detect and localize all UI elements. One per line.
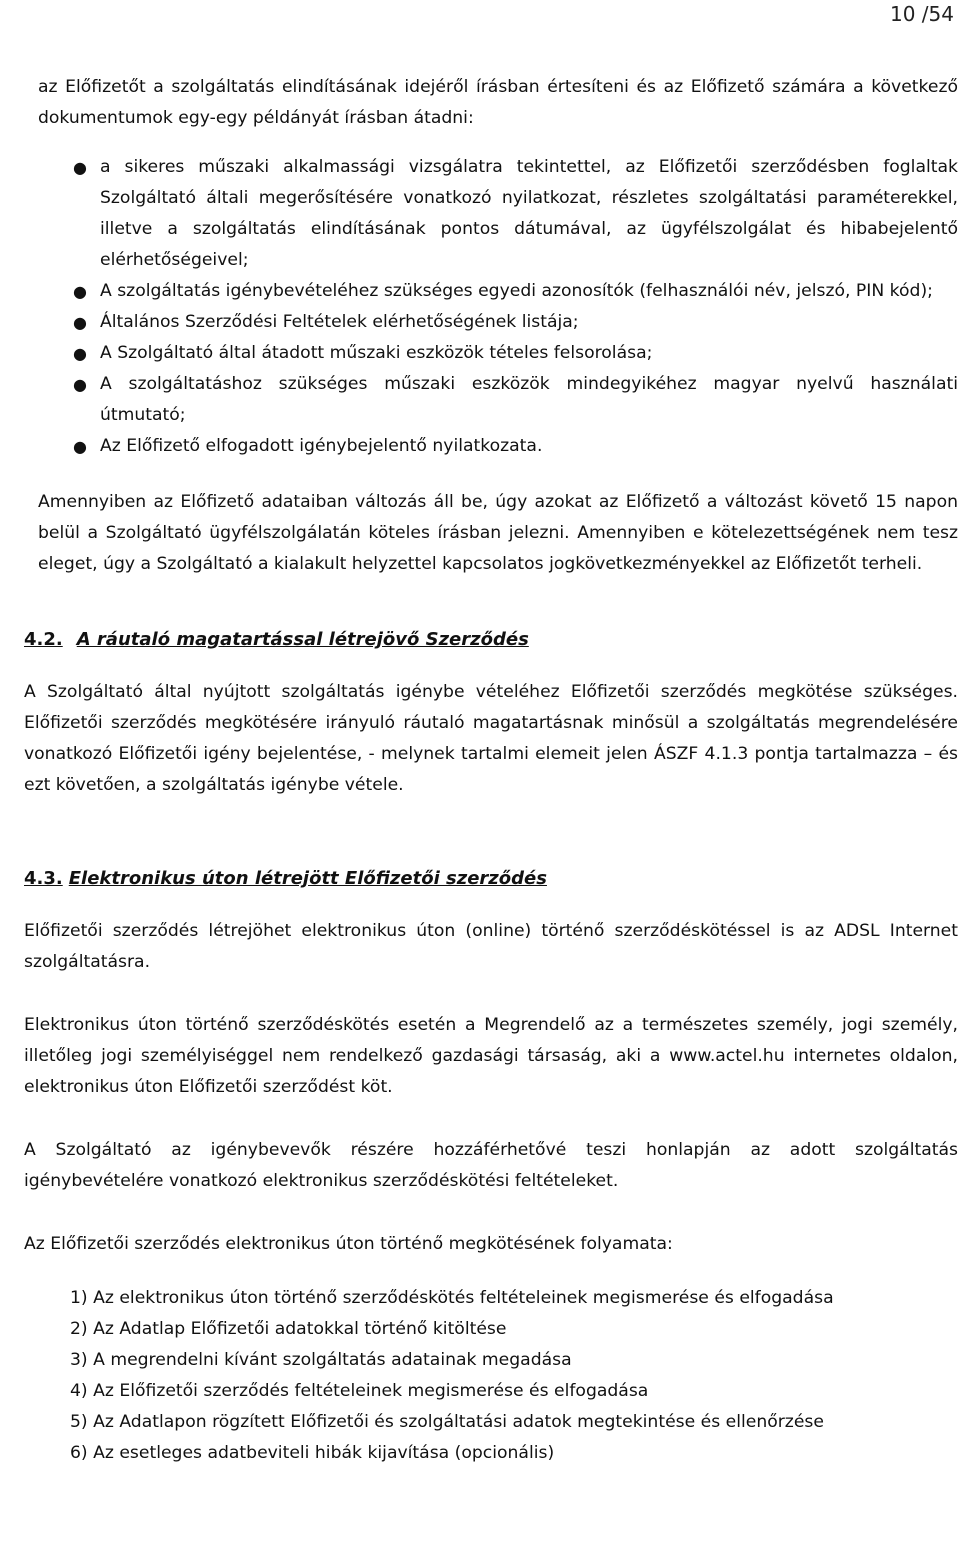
- list-item: ● a sikeres műszaki alkalmassági vizsgálatra tekintettel, az Előfizetői szerződésben foglaltak Szolgáltató általi megerősítésére vonatkozó nyilatkozat, részletes szolgáltatási paraméterekkel, illetve a szolgáltatás elindításának pontos dátumával, az ügyfélszolgálat és hibabejelentő elérhetőségeivel;: [100, 152, 958, 276]
- list-item: ● A szolgáltatáshoz szükséges műszaki eszközök mindegyikéhez magyar nyelvű használati útmutató;: [100, 369, 958, 431]
- page-number: 10 /54: [890, 2, 954, 26]
- list-item: 4) Az Előfizetői szerződés feltételeinek megismerése és elfogadása: [70, 1381, 649, 1401]
- section-4-2-paragraph: A Szolgáltató által nyújtott szolgáltatás igénybe vételéhez Előfizetői szerződés megkötése szükséges. Előfizetői szerződés megkötésére irányuló ráutaló magatartásnak minősül a szolgáltatás megrendelésére vonatkozó Előfizetői igény bejelentése, - melynek tartalmi elemeit jelen ÁSZF 4.1.3 pontja tartalmazza – és ezt követően, a szolgáltatás igénybe vétele.: [24, 682, 958, 795]
- list-item: 1) Az elektronikus úton történő szerződéskötés feltételeinek megismerése és elfogadása: [70, 1288, 834, 1308]
- section-number: 4.3.: [24, 868, 63, 889]
- bullet-icon: ●: [73, 158, 87, 177]
- section-title: Elektronikus úton létrejött Előfizetői szerződés: [68, 868, 547, 889]
- section-4-3-paragraph-3: A Szolgáltató az igénybevevők részére hozzáférhetővé teszi honlapján az adott szolgáltatás igénybevételére vonatkozó elektronikus szerződéskötési feltételeket.: [24, 1140, 958, 1191]
- list-item: 5) Az Adatlapon rögzített Előfizetői és szolgáltatási adatok megtekintése és ellenőrzése: [70, 1412, 824, 1432]
- intro-paragraph: az Előfizetőt a szolgáltatás elindításának idejéről írásban értesíteni és az Előfizető számára a következő dokumentumok egy-egy példányát írásban átadni:: [38, 77, 958, 128]
- list-item: ● A szolgáltatás igénybevételéhez szükséges egyedi azonosítók (felhasználói név, jelszó, PIN kód);: [100, 276, 958, 307]
- bullet-icon: ●: [73, 282, 87, 301]
- bullet-icon: ●: [73, 344, 87, 363]
- section-4-3-paragraph-1: Előfizetői szerződés létrejöhet elektronikus úton (online) történő szerződéskötéssel is az ADSL Internet szolgáltatásra.: [24, 921, 958, 972]
- bullet-icon: ●: [73, 437, 87, 456]
- list-item: 3) A megrendelni kívánt szolgáltatás adatainak megadása: [70, 1350, 572, 1370]
- list-item: 2) Az Adatlap Előfizetői adatokkal történő kitöltése: [70, 1319, 507, 1339]
- section-title: A ráutaló magatartással létrejövő Szerződés: [76, 629, 529, 650]
- document-body: [24, 72, 958, 1469]
- list-item: ● Általános Szerződési Feltételek elérhetőségének listája;: [100, 307, 958, 338]
- process-steps-list: [24, 1283, 958, 1469]
- section-4-3-paragraph-2: Elektronikus úton történő szerződéskötés esetén a Megrendelő az a természetes személy, jogi személy, illetőleg jogi személyiséggel nem rendelkező gazdasági társaság, aki a www.actel.hu internetes oldalon, elektronikus úton Előfizetői szerződést köt.: [24, 1015, 958, 1097]
- change-paragraph: Amennyiben az Előfizető adataiban változás áll be, úgy azokat az Előfizető a változást követő 15 napon belül a Szolgáltató ügyfélszolgálatán köteles írásban jelezni. Amennyiben e kötelezettségének nem tesz eleget, úgy a Szolgáltató a kialakult helyzettel kapcsolatos jogkövetkezményekkel az Előfizetőt terheli.: [38, 492, 958, 574]
- bullet-icon: ●: [73, 375, 87, 394]
- list-item: ● Az Előfizető elfogadott igénybejelentő nyilatkozata.: [100, 431, 958, 462]
- list-item: 6) Az esetleges adatbeviteli hibák kijavítása (opcionális): [70, 1443, 555, 1463]
- document-list: [24, 152, 958, 462]
- section-number: 4.2.: [24, 629, 63, 650]
- list-item: ● A Szolgáltató által átadott műszaki eszközök tételes felsorolása;: [100, 338, 958, 369]
- section-heading-4-2: [24, 624, 958, 655]
- section-heading-4-3: [24, 863, 958, 894]
- section-4-3-paragraph-4: Az Előfizetői szerződés elektronikus úton történő megkötésének folyamata:: [24, 1234, 673, 1254]
- bullet-icon: ●: [73, 313, 87, 332]
